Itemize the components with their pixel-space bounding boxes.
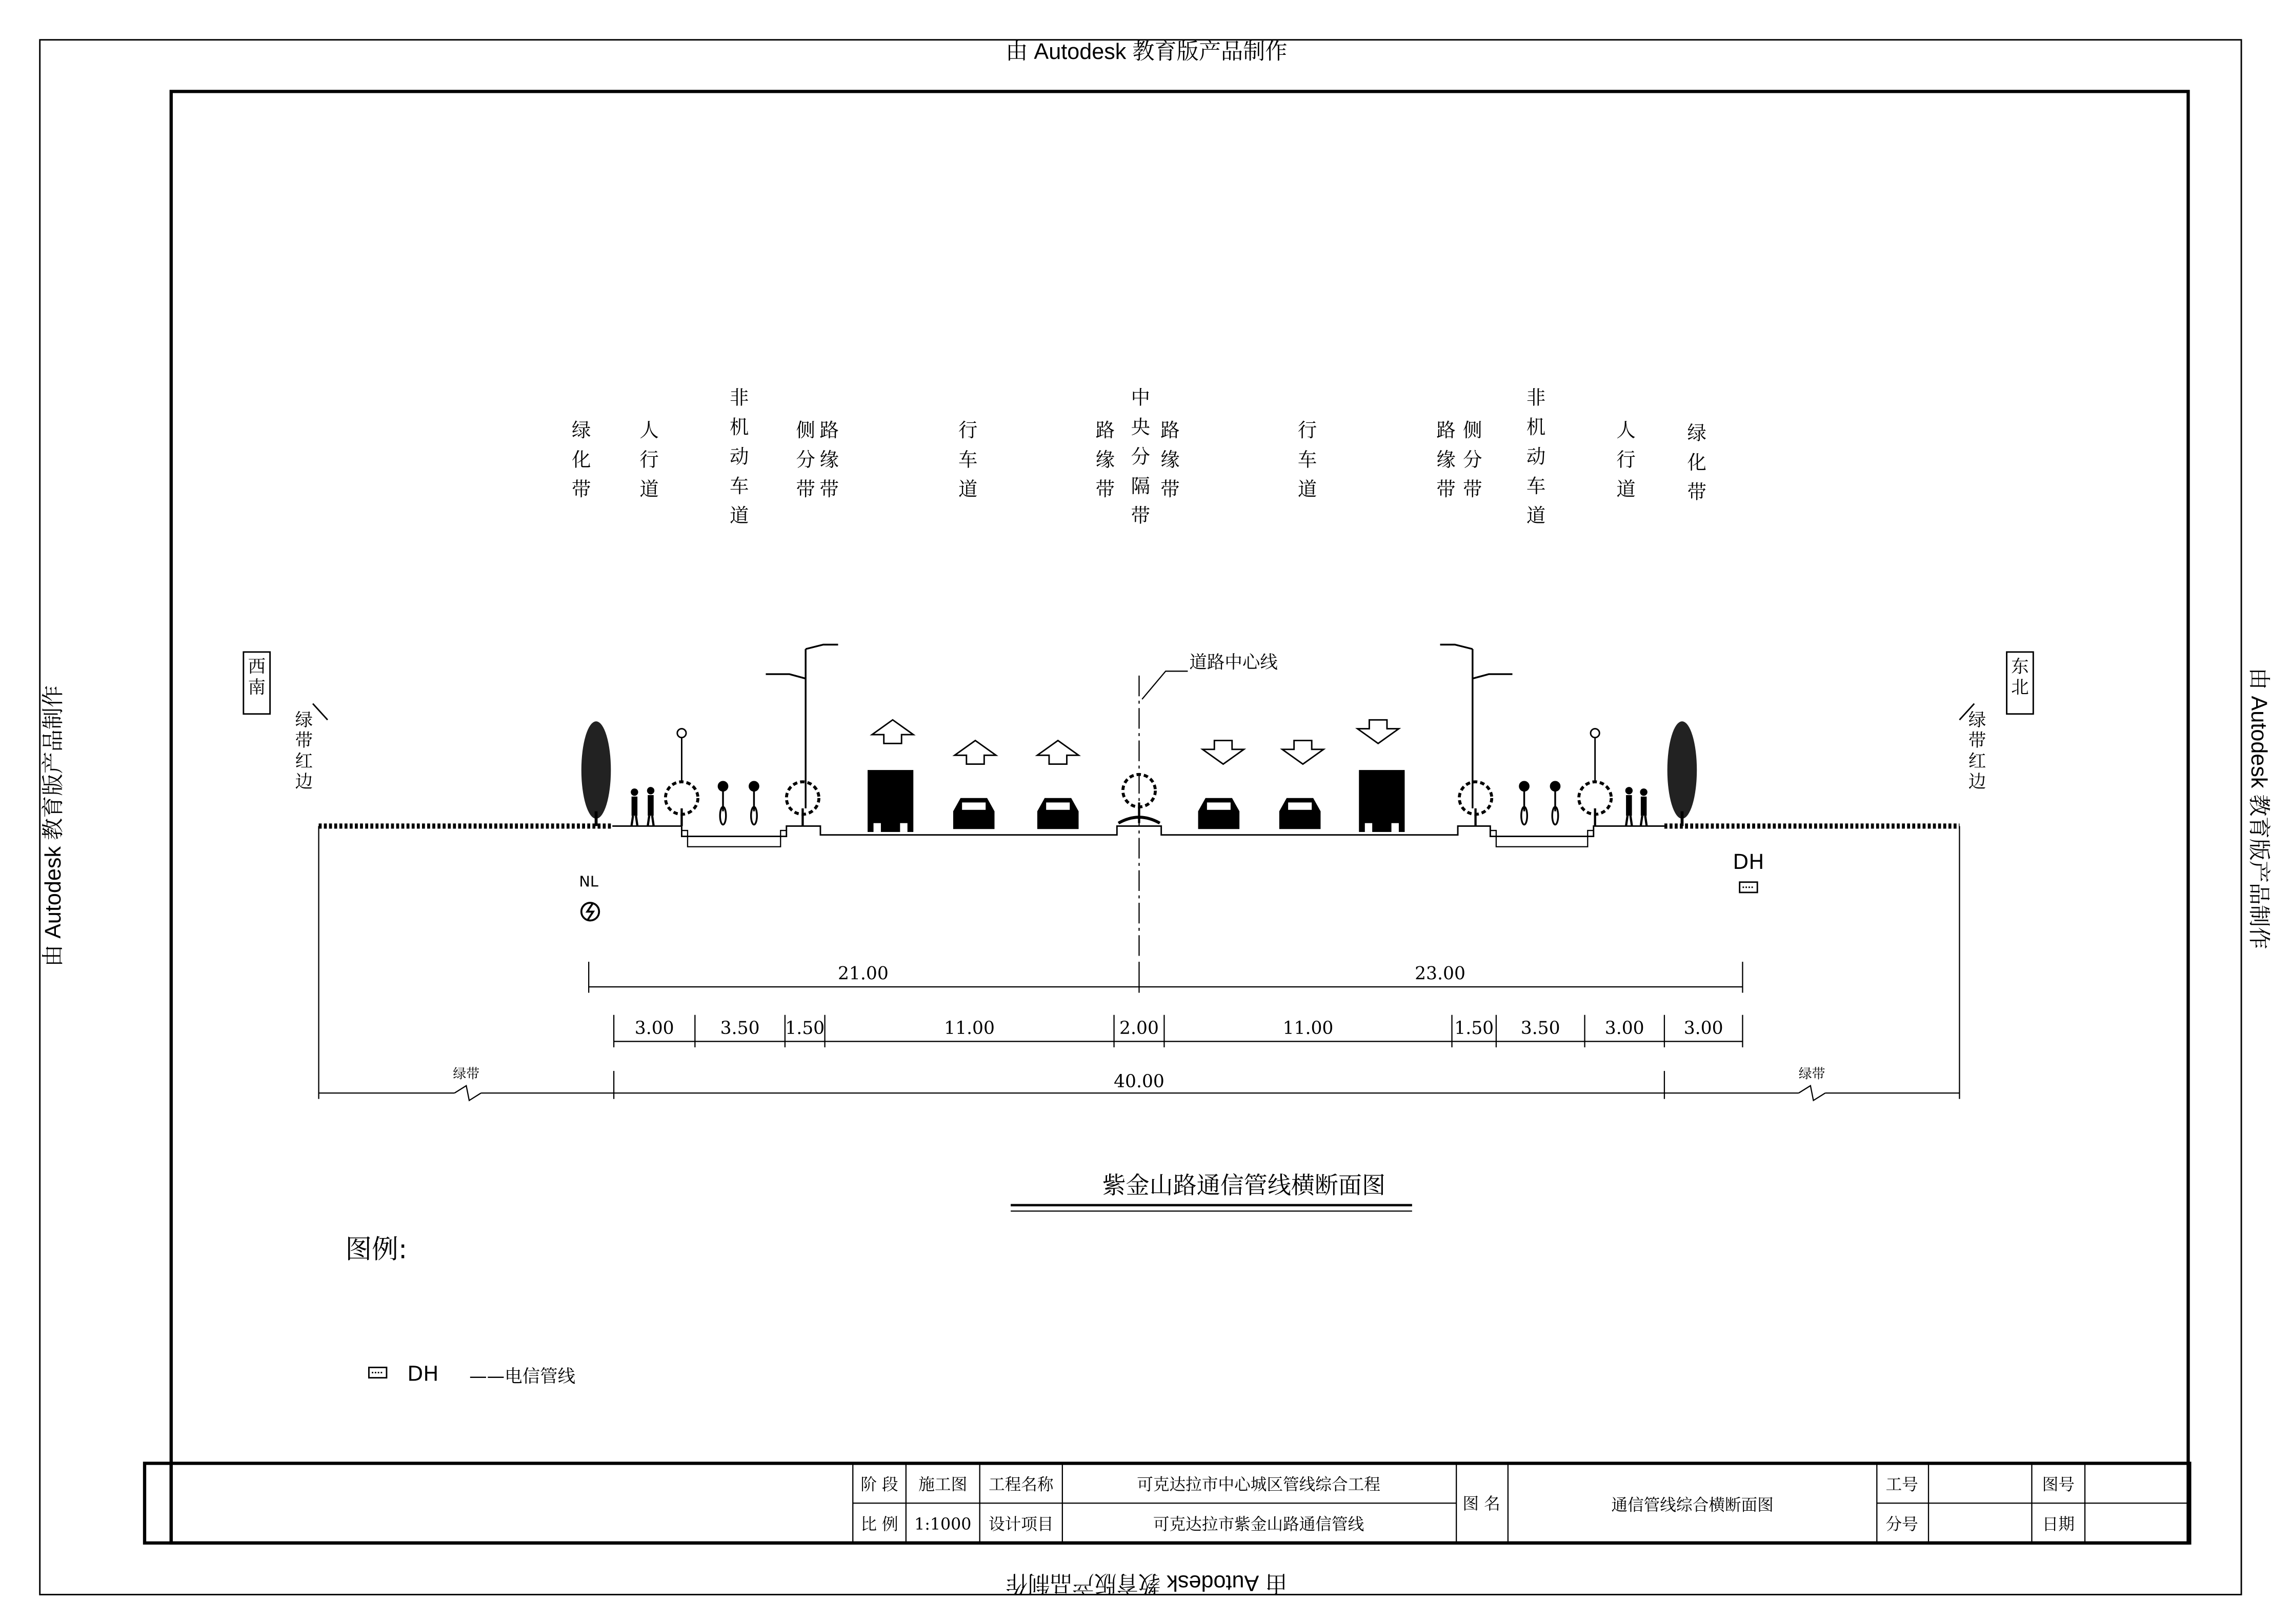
segment-dim-label: 11.00	[1282, 1018, 1334, 1039]
zone-label-curb-strip-left-a: 路缘带	[819, 418, 839, 500]
centerline-label: 道路中心线	[1189, 652, 1278, 673]
zone-label-median: 中央分隔带	[1131, 386, 1151, 527]
tb-sub-no-label: 分号	[1885, 1515, 1918, 1534]
segment-dim-label: 1.50	[1454, 1018, 1494, 1039]
cyclist-icon	[718, 782, 758, 824]
zone-label-curb-strip-right-b: 路缘带	[1436, 418, 1456, 500]
telecom-pipe-icon	[1740, 882, 1758, 892]
shrub-icon	[666, 782, 698, 826]
street-lamp-icon	[1440, 645, 1513, 808]
edge-label-left: 绿带红边	[295, 709, 313, 793]
arrow-down-icon	[1202, 741, 1244, 764]
dim-half-left: 21.00	[837, 963, 889, 984]
arrow-up-icon	[955, 741, 996, 764]
street-lamp-icon	[766, 645, 838, 808]
zone-label-side-divider-left: 侧分带	[796, 418, 815, 500]
arrow-down-icon	[1357, 720, 1399, 743]
legend-code: DH	[407, 1362, 439, 1386]
truck-icon	[868, 770, 913, 832]
edge-label-right: 绿带红边	[1968, 709, 1986, 793]
tb-project-label: 工程名称	[989, 1475, 1054, 1494]
tb-date-label: 日期	[2042, 1515, 2075, 1534]
cyclist-icon	[1520, 782, 1560, 824]
car-icon	[953, 798, 995, 829]
small-lamp-icon	[1591, 729, 1599, 782]
segment-labels	[635, 1018, 1723, 1039]
power-pipe-icon	[581, 903, 599, 921]
legend-title: 图例:	[345, 1234, 408, 1265]
arrow-down-icon	[1282, 741, 1324, 764]
tb-stage-value: 施工图	[918, 1475, 968, 1494]
segment-dim-label: 3.00	[1604, 1018, 1644, 1039]
small-lamp-icon	[677, 729, 686, 782]
edge-tick-left	[313, 704, 328, 720]
shrub-icon	[1579, 782, 1611, 826]
telecom-pipe-icon	[369, 1368, 387, 1378]
tb-project-value: 可克达拉市中心城区管线综合工程	[1137, 1475, 1380, 1494]
title-block-text	[860, 1475, 2074, 1534]
segment-dim-label: 2.00	[1119, 1018, 1159, 1039]
pedestrian-icon	[631, 787, 654, 826]
car-icon	[1198, 798, 1240, 829]
arrow-up-icon	[1037, 741, 1079, 764]
zone-label-sidewalk-right: 人行道	[1616, 418, 1636, 500]
dim-total: 40.00	[1114, 1071, 1164, 1092]
tb-scale-value: 1:1000	[914, 1515, 972, 1534]
road-zone-labels	[572, 386, 1706, 526]
segment-dim-label: 3.00	[1683, 1018, 1723, 1039]
legend-desc: ——电信管线	[469, 1366, 576, 1387]
segment-dim-label: 11.00	[944, 1018, 995, 1039]
dim-greenbelt-right: 绿带	[1798, 1066, 1825, 1082]
segment-dim-label: 3.50	[720, 1018, 760, 1039]
tb-scale-label: 比 例	[860, 1515, 898, 1534]
tb-drawing-name-value: 通信管线综合横断面图	[1611, 1496, 1774, 1515]
car-icon	[1279, 798, 1321, 829]
zone-label-carriageway-left: 行车道	[958, 418, 978, 500]
segment-dim-label: 3.00	[634, 1018, 674, 1039]
dim-half-right: 23.00	[1415, 963, 1465, 984]
watermark-bottom: 由 Autodesk 教育版产品制作	[1006, 1570, 1288, 1595]
zone-label-bike-lane-right: 非机动车道	[1526, 386, 1546, 527]
segment-dim-label: 1.50	[785, 1018, 825, 1039]
tree-icon	[581, 721, 611, 826]
direction-left: 西南	[248, 657, 266, 698]
tb-design-value: 可克达拉市紫金山路通信管线	[1153, 1515, 1364, 1534]
segment-ticks	[614, 1015, 1742, 1047]
centerline-leader	[1142, 671, 1188, 699]
inner-frame	[171, 91, 2188, 1543]
zone-label-greenbelt-left: 绿化带	[572, 418, 591, 500]
watermark-right: 由 Autodesk 教育版产品制作	[2246, 667, 2272, 949]
tree-icon	[1668, 721, 1697, 826]
tb-drawing-name-label: 图 名	[1462, 1494, 1500, 1513]
direction-right: 东北	[2011, 657, 2029, 698]
arrow-up-icon	[872, 720, 914, 743]
zone-label-curb-strip-left-b: 路缘带	[1095, 418, 1115, 500]
tb-design-label: 设计项目	[989, 1515, 1054, 1534]
pedestrian-icon	[1625, 787, 1648, 826]
watermark-left: 由 Autodesk 教育版产品制作	[41, 685, 66, 967]
pipe-label-dh: DH	[1733, 850, 1764, 874]
zone-label-curb-strip-right-a: 路缘带	[1160, 418, 1180, 500]
zone-label-bike-lane-left: 非机动车道	[729, 386, 749, 527]
tb-stage-label: 阶 段	[860, 1475, 898, 1494]
dim-greenbelt-left: 绿带	[453, 1066, 480, 1082]
car-icon	[1037, 798, 1079, 829]
zone-label-sidewalk-left: 人行道	[639, 418, 659, 500]
drawing-title: 紫金山路通信管线横断面图	[1102, 1171, 1385, 1199]
pipe-label-nl: NL	[579, 872, 598, 890]
zone-label-side-divider-right: 侧分带	[1463, 418, 1482, 500]
watermark-top: 由 Autodesk 教育版产品制作	[1006, 39, 1288, 65]
tb-job-no-label: 工号	[1885, 1475, 1918, 1494]
tb-sheet-no-label: 图号	[2042, 1475, 2075, 1494]
zone-label-carriageway-right: 行车道	[1297, 418, 1317, 500]
shrub-icon	[1459, 782, 1492, 826]
segment-dim-label: 3.50	[1520, 1018, 1560, 1039]
truck-icon	[1359, 770, 1404, 832]
shrub-icon	[787, 782, 819, 826]
zone-label-greenbelt-right: 绿化带	[1687, 421, 1706, 503]
